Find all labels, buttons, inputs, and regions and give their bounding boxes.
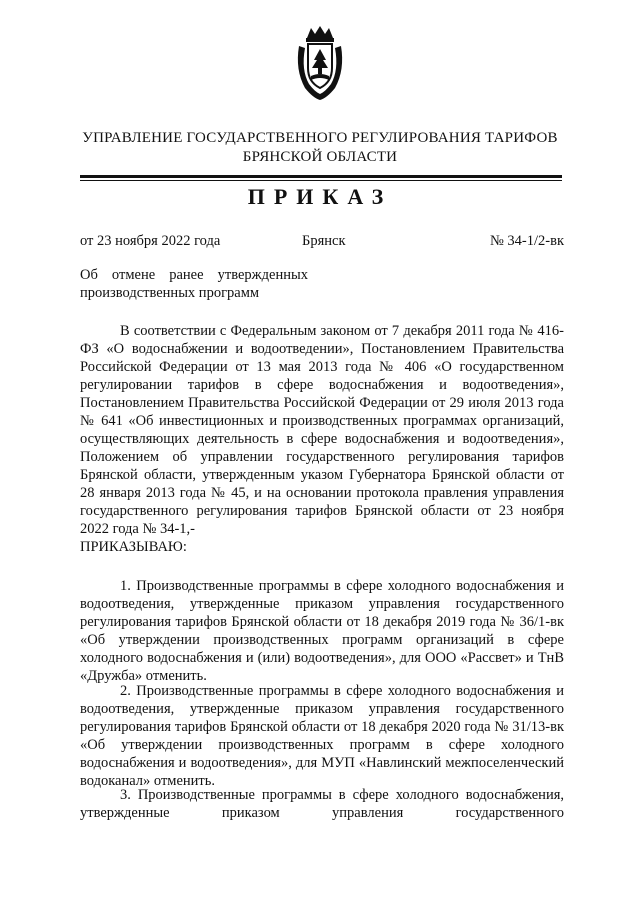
org-name-line1: УПРАВЛЕНИЕ ГОСУДАРСТВЕННОГО РЕГУЛИРОВАНИЯ ТАРИФОВ [82, 130, 558, 146]
order-item-2: 2. Производственные программы в сфере холодного водоснабжения и водоотведения, утвержденные приказом управления государственного регулирования тарифов Брянской области от 18 декабря 2020 года № 31/13-вк «Об утверждении производственных программ в сфере холодного водоснабжения и водоотведения», для МУП «Навлинский межпоселенческий водоканал» отменить. [80, 683, 564, 789]
order-directive: ПРИКАЗЫВАЮ: [80, 539, 187, 555]
order-item-1: 1. Производственные программы в сфере холодного водоснабжения и водоотведения, утвержденные приказом управления государственного регулирования тарифов Брянской области от 18 декабря 2019 года № 36/1-вк «Об утверждении производственных программ организаций в сфере холодного водоснабжения и (или) водоотведения», для ООО «Рассвет» и ТнВ «Дружба» отменить. [80, 578, 564, 684]
order-number: № 34-1/2-вк [489, 233, 564, 249]
header-divider-thick [80, 175, 562, 178]
subject-line2: производственных программ [80, 285, 260, 301]
document-title: ПРИКАЗ [247, 184, 393, 209]
org-name-line2: БРЯНСКОЙ ОБЛАСТИ [242, 149, 398, 165]
header-divider-thin [80, 180, 562, 181]
order-subject [80, 266, 308, 302]
preamble-paragraph: В соответствии с Федеральным законом от 7 декабря 2011 года № 416-ФЗ «О водоснабжении и водоотведении», Постановлением Правительства Российской Федерации от 13 мая 2013 года № 406 «О государственном регулировании тарифов в сфере водоснабжения и водоотведения», Постановлением Правительства Российской Федерации от 29 июля 2013 года № 641 «Об инвестиционных и производственных программах организаций, осуществляющих деятельность в сфере водоснабжения и водоотведения», Положением об управлении государственного регулирования тарифов Брянской области, утвержденным указом Губернатора Брянской области от 28 января 2013 года № 45, и на основании протокола правления управления государственного регулирования тарифов Брянской области от 23 ноября 2022 года № 34-1,- [80, 323, 564, 537]
subject-line1: Об отмене ранее утвержденных [80, 267, 308, 283]
coat-of-arms-icon [295, 24, 345, 102]
order-date: от 23 ноября 2022 года [80, 233, 221, 249]
order-city: Брянск [302, 233, 346, 249]
order-item-3: 3. Производственные программы в сфере холодного водоснабжения, утвержденные приказом управления государственного [80, 787, 564, 821]
